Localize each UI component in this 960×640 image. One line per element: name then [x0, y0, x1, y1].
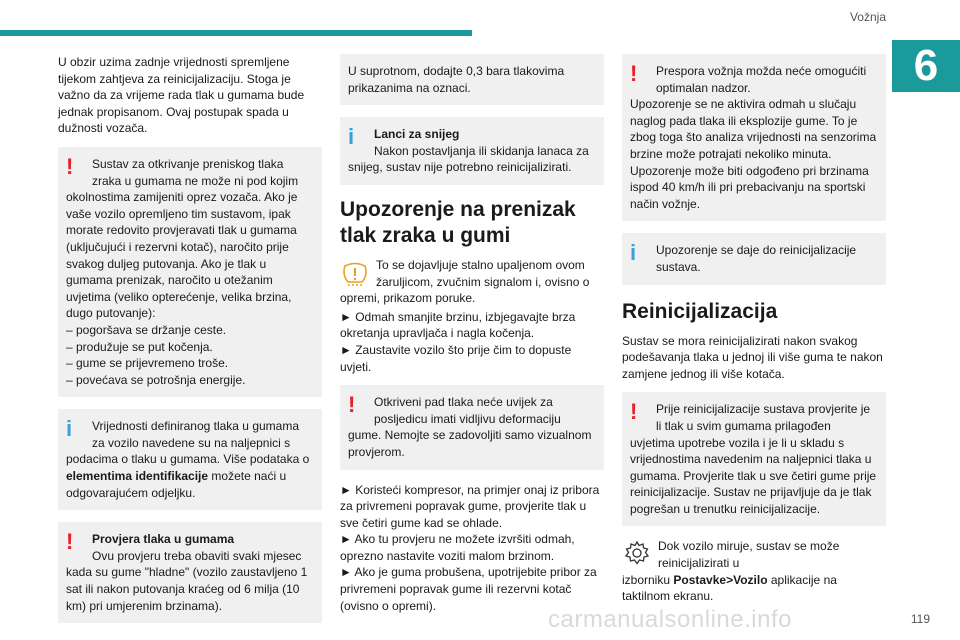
warning-text-first: Sustav za otkrivanje preniskog tlaka zraka u gumama ne može ni pod kojim [92, 156, 299, 188]
info-text-part: podacima o tlaku u gumama. Više podataka o [66, 452, 310, 467]
section-heading-low-pressure: Upozorenje na prenizak tlak zraka u gumi [340, 197, 576, 247]
info-box-alert-until-reset [622, 233, 886, 284]
warning-box-deformation [340, 385, 604, 469]
info-box-snow-chains [340, 117, 604, 185]
settings-text-part: aplikacije na taktilnom ekranu. [622, 572, 837, 604]
step-item: ► Koristeći kompresor, na primjer onaj iz pribora za privremeni popravak gume, provjerite tlak u sve četiri gume kad se ohlade. [340, 482, 600, 530]
settings-menu-path: Postavke>Vozilo [673, 572, 768, 587]
info-text: Upozorenje se daje do reinicijalizacije sustava. [656, 243, 857, 274]
tyre-pressure-warning-icon [340, 257, 370, 287]
info-text-rest: snijeg, sustav nije potrebno reinicijalizirati. [348, 160, 572, 175]
settings-gear-icon [622, 538, 652, 568]
reinit-intro-paragraph: Sustav se mora reinicijalizirati nakon svakog podešavanja tlaka u jednoj ili više guma te nakon zamjene jednog ili više kotača. [622, 333, 883, 381]
list-item: – gume se prijevremeno troše. [66, 356, 229, 371]
warning-text-rest: uvjetima upotrebe vozila i je li u skladu s vrijednostima navedenim na naljepnici tlaka u gumama. Provjerite tlak u sve četiri gume prije reinicijalizacije. Sustav ne prijavljuje da je tlak pogrešan u trenutku reinicijalizacije. [630, 435, 877, 516]
warning-icon: ! [630, 399, 638, 425]
warning-icon: ! [66, 153, 74, 179]
warning-box-pressure-check [58, 522, 322, 623]
warning-text-rest: gume. Nemojte se zadovoljiti samo vizualnom provjerom. [348, 428, 592, 459]
column-3 [622, 54, 886, 605]
info-text-first: Nakon postavljanja ili skidanja lanaca za [374, 143, 589, 158]
info-box-pressure-values [58, 409, 322, 510]
warning-text-first: Otkriveni pad tlaka neće uvijek za posljedicu imati vidljivu deformaciju [374, 395, 561, 426]
section-title: Vožnja [849, 10, 886, 24]
header-accent-bar [0, 30, 472, 36]
settings-paragraph [622, 538, 886, 604]
alert-text-rest: opremi, prikazom poruke. [340, 291, 476, 306]
section-heading-reinitialization: Reinicijalizacija [622, 299, 778, 323]
warning-icon: ! [66, 529, 74, 555]
warning-text-rest: kada su gume "hladne" (vozilo zaustavljeno 1 sat ili nakon putovanja kraćeg od 6 milja (10 km) pri umjerenim brzinama). [66, 565, 308, 613]
settings-text-first: Dok vozilo miruje, sustav se može reinicijalizirati u [658, 539, 840, 571]
warning-box-before-reinit [622, 392, 886, 526]
warning-text-rest: okolnostima zamijeniti oprez vozača. Ako je vaše vozilo opremljeno tim sustavom, ipak morate redovito provjeravati tlak u gumama (uključujući i rezervni kotač), naročito prije svakog duljeg putovanja. Ako je tlak u gumama prenizak, naročito u otežanim uvjetima (veliko opterećenje, velika brzina, dugo putovanje): [66, 190, 298, 321]
info-icon: i [66, 416, 73, 442]
settings-text-rest [622, 572, 886, 605]
step-item: ► Ako je guma probušena, upotrijebite pribor za privremeni popravak gume ili rezervni kotač (ovisno o opremi). [340, 565, 597, 613]
warning-text-first: Prije reinicijalizacije sustava provjerite je li tlak u svim gumama prilagođen [656, 402, 871, 433]
warning-box-slow-driving [622, 54, 886, 221]
list-item: – povećava se potrošnja energije. [66, 372, 246, 387]
warning-box-system [58, 147, 322, 397]
list-item: – produžuje se put kočenja. [66, 339, 213, 354]
info-icon: i [348, 124, 355, 150]
page-number: 119 [910, 612, 930, 626]
note-text: U suprotnom, dodajte 0,3 bara tlakovima prikazanima na oznaci. [348, 64, 565, 95]
watermark: carmanualsonline.info [548, 606, 792, 633]
step-item: ► Zaustavite vozilo što prije čim to dopuste uvjeti. [340, 342, 572, 374]
warning-icon: ! [348, 392, 356, 418]
column-1 [58, 54, 322, 635]
intro-paragraph: U obzir uzima zadnje vrijednosti spremljene tijekom zahtjeva za reinicijalizaciju. Stoga je važno da za vrijeme rada tlak u gumama bude jednak propisanom. Ovaj postupak spada u dužnosti vozača. [58, 55, 305, 136]
column-2 [340, 54, 604, 614]
info-text-part: možete naći u odgovarajućem odjeljku. [66, 469, 287, 500]
settings-text-part: izborniku [622, 572, 671, 587]
step-item: ► Ako tu provjeru ne možete izvršiti odmah, oprezno nastavite voziti malom brzinom. [340, 532, 575, 563]
note-box-pressure-add [340, 54, 604, 105]
info-icon: i [630, 240, 637, 266]
list-item: – pogoršava se držanje ceste. [66, 322, 227, 337]
alert-paragraph [340, 257, 604, 307]
chapter-number-badge: 6 [892, 40, 960, 92]
step-item: ► Odmah smanjite brzinu, izbjegavajte brza okretanja upravljača i nagla kočenja. [340, 309, 576, 341]
warning-text-rest: Upozorenje se ne aktivira odmah u slučaju naglog pada tlaka ili eksplozije gume. To je zbog toga što analiza vrijednosti na senzorima brzine može potrajati nekoliko minuta. Upozorenje može biti odgođeno pri brzinama ispod 40 km/h ili pri prebacivanju na sportski način vožnje. [630, 97, 877, 211]
info-text-first: Vrijednosti definiranog tlaka u gumama za vozilo navedene su na naljepnici s [92, 419, 300, 450]
warning-title: Provjera tlaka u gumama [92, 532, 235, 547]
warning-text-first: Prespora vožnja možda neće omogućiti optimalan nadzor. [656, 64, 867, 95]
warning-icon: ! [630, 61, 638, 86]
info-text-bold: elementima identifikacije [66, 469, 209, 484]
info-text-rest [66, 451, 314, 501]
info-title: Lanci za snijeg [374, 127, 460, 142]
warning-text-first: Ovu provjeru treba obaviti svaki mjesec [92, 548, 302, 563]
alert-text-first: To se dojavljuje stalno upaljenom ovom žaruljicom, zvučnim signalom i, ovisno o [376, 257, 590, 289]
